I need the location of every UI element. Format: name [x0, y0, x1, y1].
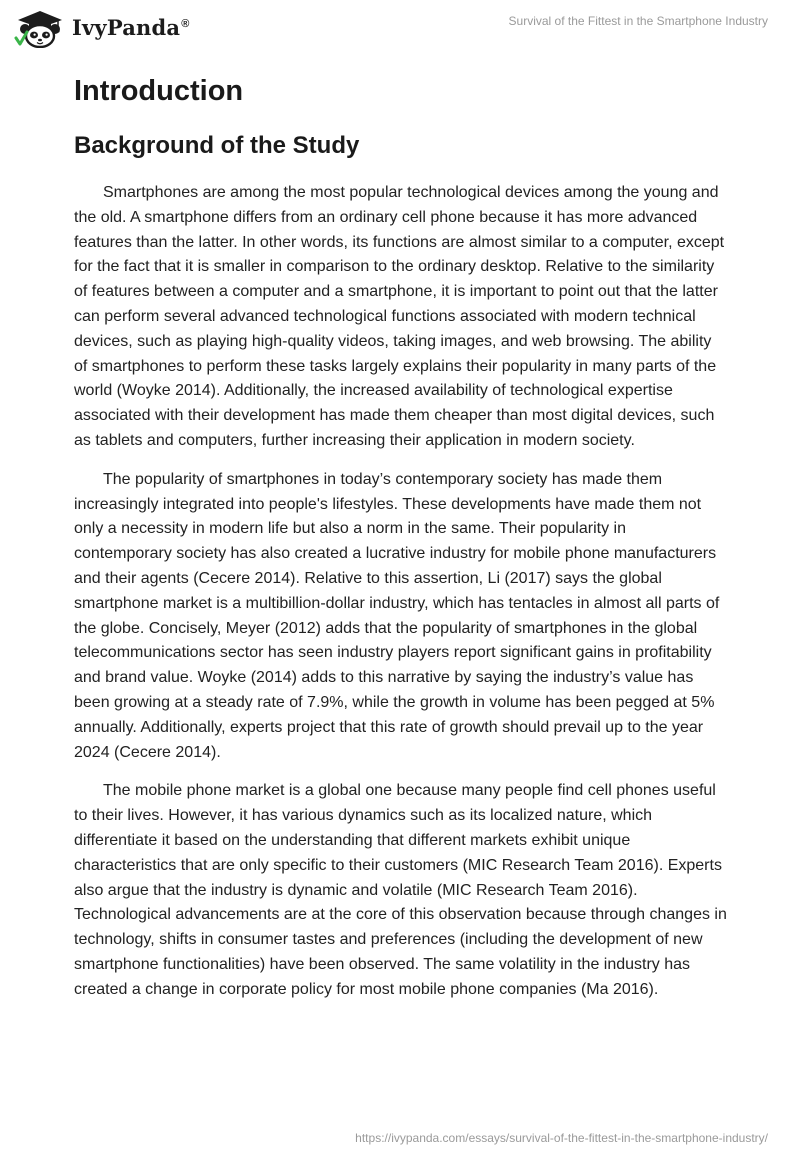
logo[interactable]	[14, 8, 190, 48]
source-url[interactable]: https://ivypanda.com/essays/survival-of-the-fittest-in-the-smartphone-industry/	[355, 1131, 768, 1145]
running-title: Survival of the Fittest in the Smartphone Industry	[508, 14, 768, 28]
page-header	[0, 0, 800, 60]
section-heading: Background of the Study	[74, 132, 360, 159]
registered-mark: ®	[181, 17, 190, 30]
paragraph-list	[74, 181, 728, 1003]
panda-graduate-icon	[14, 8, 66, 48]
paragraph: The mobile phone market is a global one because many people find cell phones useful to their lives. However, it has various dynamics such as its localized nature, which differentiate it based on the understanding that different markets exhibit unique characteristics that are only specific to their customers (MIC Research Team 2016). Experts also argue that the industry is dynamic and volatile (MIC Research Team 2016). Technological advancements are at the core of this observation because through changes in technology, shifts in consumer tastes and preferences (including the development of new smartphone functionalities) have been observed. The same volatility in the industry has created a change in corporate policy for most mobile phone companies (Ma 2016).	[74, 782, 727, 998]
brand-name: IvyPanda®	[72, 14, 190, 40]
paragraph: Smartphones are among the most popular technological devices among the young and the old. A smartphone differs from an ordinary cell phone because it has more advanced features than the latter. In other words, its functions are almost similar to a computer, except for the fact that it is smaller in comparison to the ordinary desktop. Relative to the similarity of features between a computer and a smartphone, it is important to point out that the latter can perform several advanced technological functions associated with modern technical devices, such as playing high-quality videos, taking images, and web browsing. The ability of smartphones to perform these tasks largely explains their popularity in many parts of the world (Woyke 2014). Additionally, the increased availability of technological expertise associated with their development has made them cheaper than most digital devices, such as tablets and computers, further increasing their application in modern society.	[74, 184, 725, 449]
paragraph: The popularity of smartphones in today’s contemporary society has made them increasingly integrated into people's lifestyles. These developments have made them not only a necessity in modern life but also a norm in the same. Their popularity in contemporary society has also created a lucrative industry for mobile phone manufacturers and their agents (Cecere 2014). Relative to this assertion, Li (2017) says the global smartphone market is a multibillion-dollar industry, which has tentacles in almost all parts of the globe. Concisely, Meyer (2012) adds that the popularity of smartphones in the global telecommunications sector has seen industry players report significant gains in profitability and brand value. Woyke (2014) adds to this narrative by saying the industry’s value has been growing at a steady rate of 7.9%, while the growth in volume has been pegged at 5% annually. Additionally, experts project that this rate of growth should prevail up to the year 2024 (Cecere 2014).	[74, 470, 720, 761]
document-body	[74, 72, 728, 1017]
page-title: Introduction	[74, 75, 244, 107]
